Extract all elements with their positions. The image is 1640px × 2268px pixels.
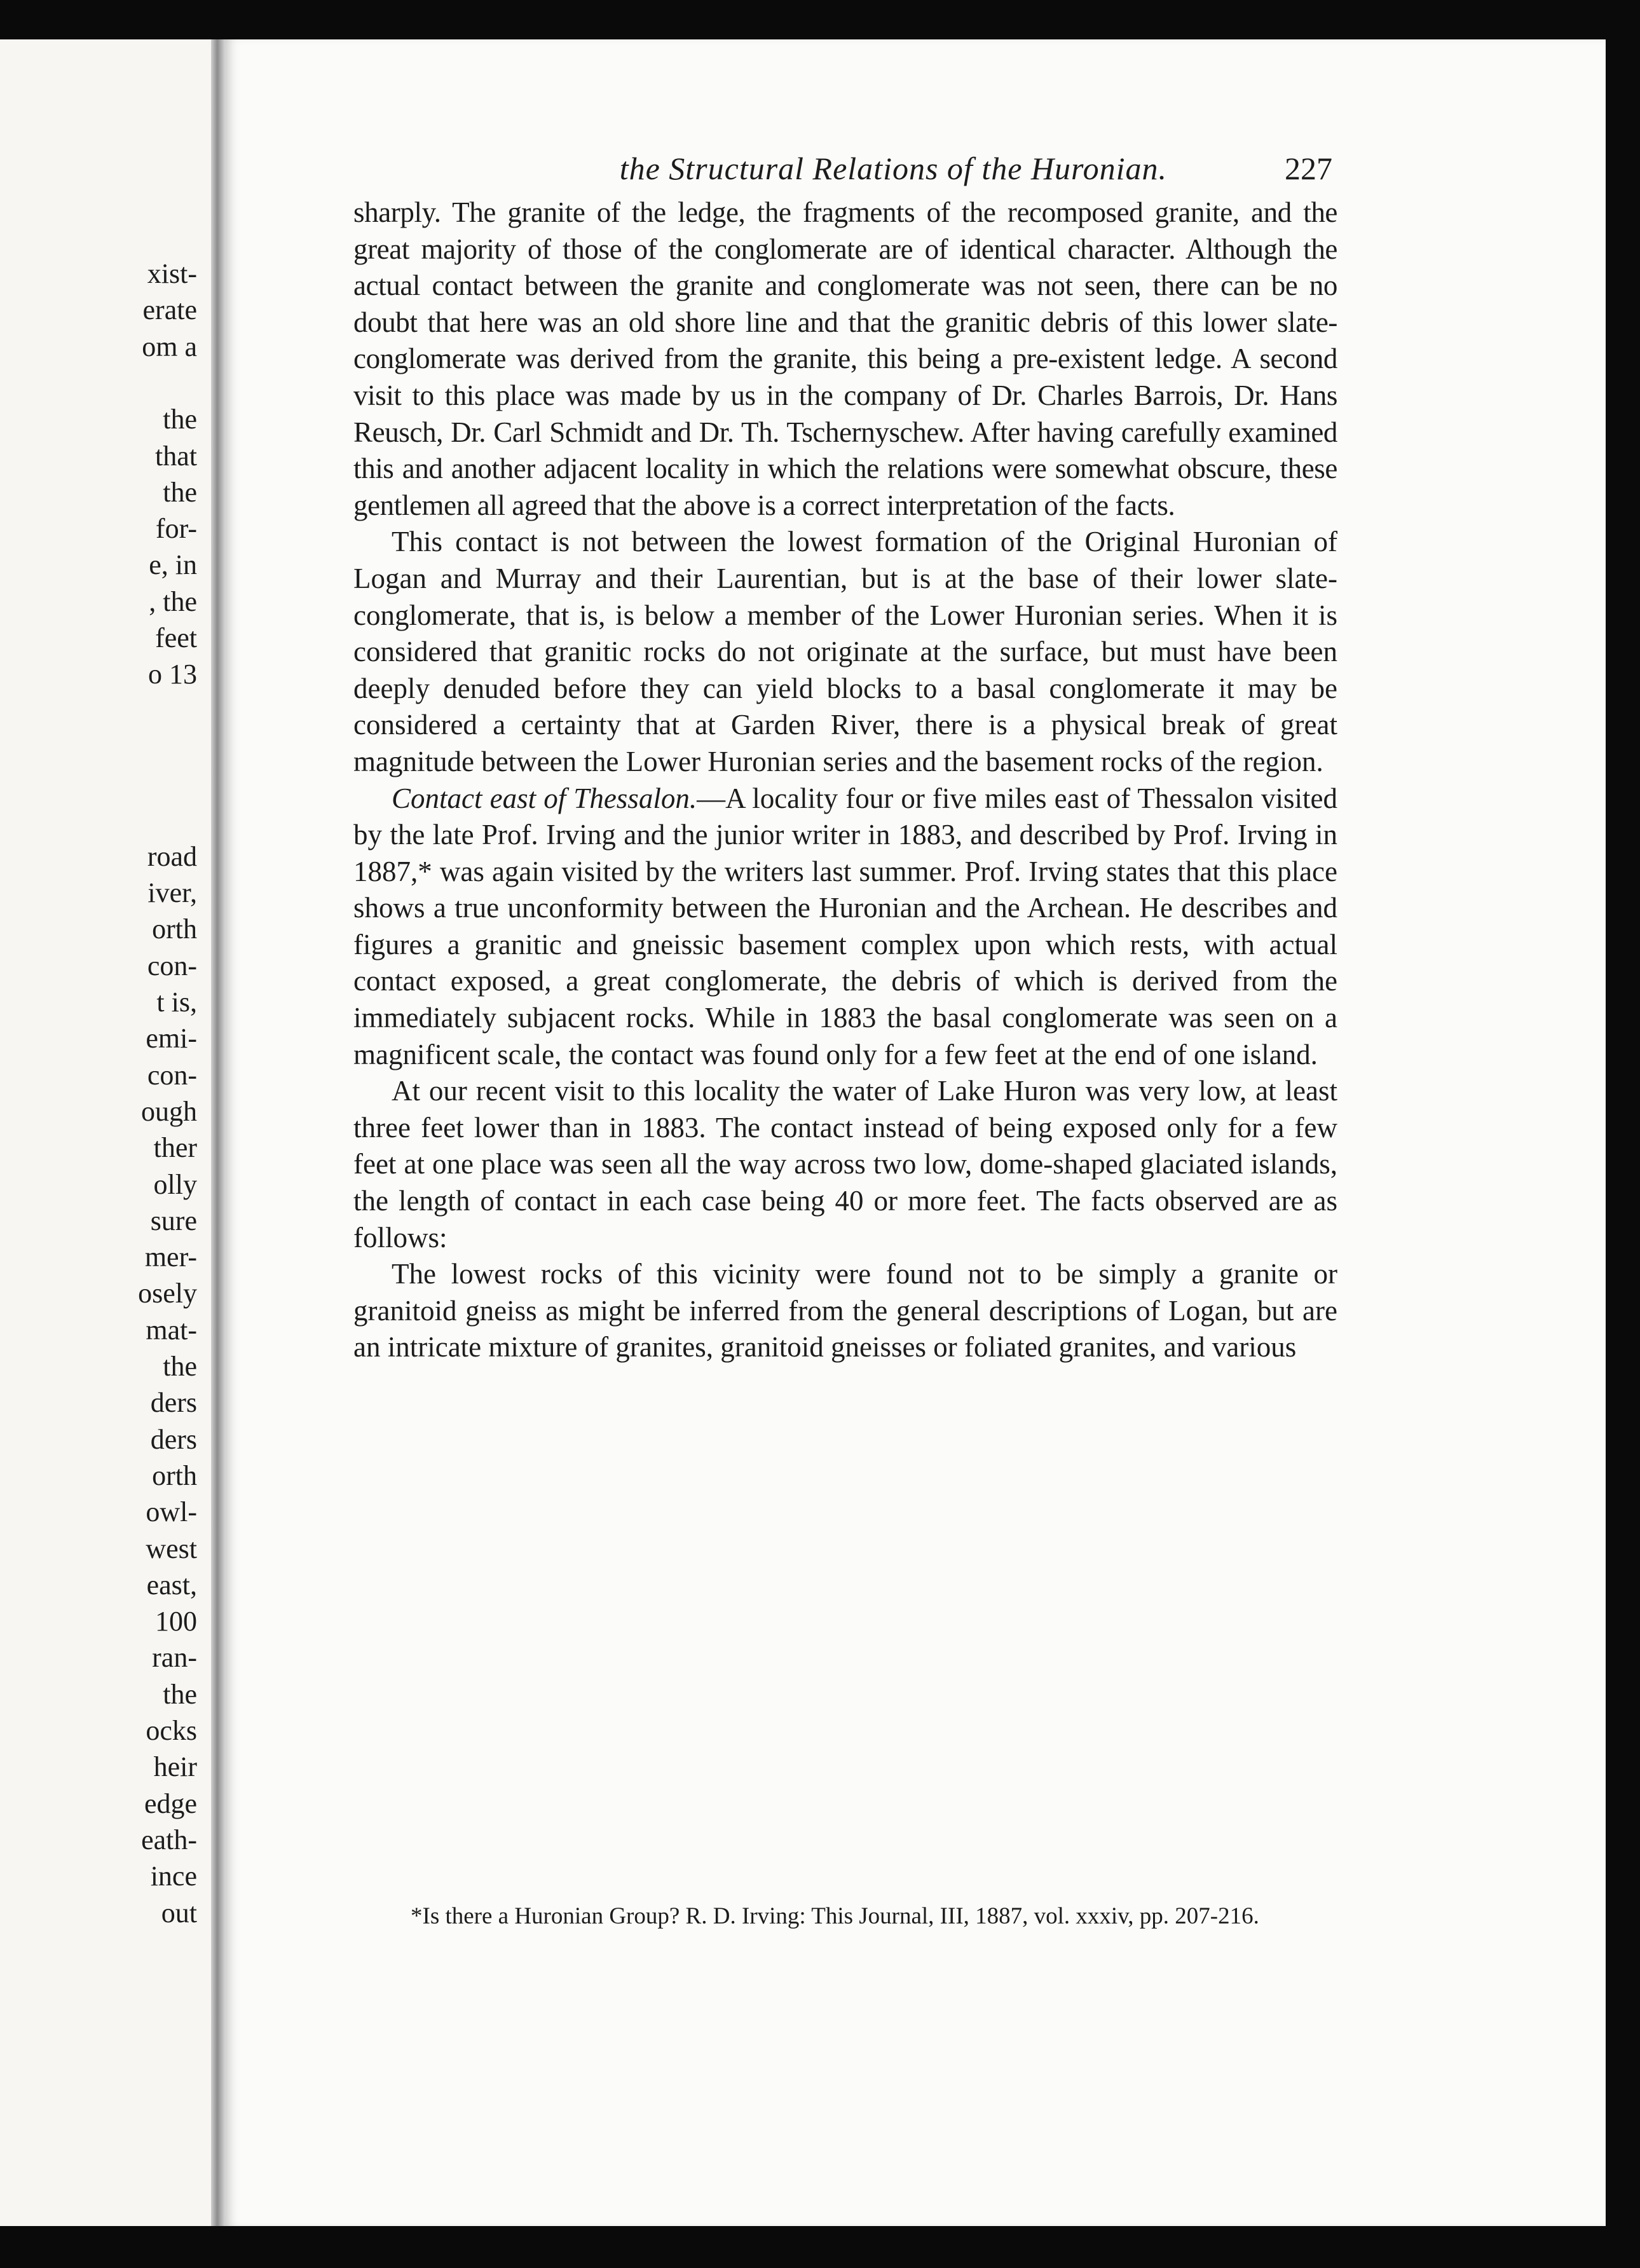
facing-page-fragment: iver, <box>147 877 197 909</box>
facing-page-fragment: 100 <box>155 1606 197 1637</box>
facing-page-fragment: out <box>161 1897 197 1929</box>
facing-page-fragment: mer- <box>144 1241 197 1273</box>
facing-page-fragment: ders <box>150 1423 197 1455</box>
facing-page-fragment: , the <box>149 585 197 617</box>
facing-page-fragment: t is, <box>156 987 197 1018</box>
facing-page-fragment: erate <box>142 294 197 326</box>
body-text <box>353 195 1337 1366</box>
facing-page-fragment: ders <box>150 1387 197 1419</box>
facing-page-fragment: emi- <box>146 1023 197 1055</box>
running-title: the Structural Relations of the Huronian. <box>619 151 1167 186</box>
facing-page-fragment: olly <box>153 1168 197 1200</box>
facing-page-fragment: con- <box>147 1059 197 1091</box>
facing-page-fragment: west <box>146 1533 197 1564</box>
paragraph-text: —A locality four or five miles east of Thessalon visited by the late Prof. Irving and the junior writer in 1883, and described by Prof. Irving in 1887,* was again visited by the writers last summer. Prof. Irving states that this place shows a true unconformity between the Huronian and the Archean. He describes and figures a granitic and gneissic basement complex upon which rests, with actual contact exposed, a great conglomerate, the debris of which is derived from the immediately subjacent rocks. While in 1883 the basal conglomerate was seen on a magnificent scale, the contact was found only for a few feet at the end of one island. <box>353 782 1337 1070</box>
page-number: 227 <box>1285 151 1332 186</box>
facing-page-fragment: om a <box>142 331 197 362</box>
facing-page-fragment: mat- <box>146 1314 197 1346</box>
book-gutter <box>211 39 225 2226</box>
facing-page-fragment: the <box>163 404 197 435</box>
facing-page-fragment: con- <box>147 950 197 981</box>
facing-page-fragment: orth <box>152 913 197 945</box>
paragraph: The lowest rocks of this vicinity were found not to be simply a granite or granitoid gneiss as might be inferred from the general descriptions of Logan, but are an intricate mixture of granites, granitoid gneisses or foliated granites, and various <box>353 1258 1337 1363</box>
paragraph: This contact is not between the lowest formation of the Original Huronian of Logan and Murray and their Laurentian, but is at the base of their lower slate-conglomerate, that is, is below a member of the Lower Huronian series. When it is considered that granitic rocks do not originate at the surface, but must have been deeply denuded before they can yield blocks to a basal conglomerate it may be considered a certainty that at Garden River, there is a physical break of great magnitude between the Lower Huronian series and the basement rocks of the region. <box>353 526 1337 777</box>
facing-page-fragment: heir <box>153 1751 197 1783</box>
facing-page-fragment: ther <box>153 1132 197 1164</box>
paragraph <box>353 781 1337 1074</box>
facing-page-fragment: road <box>147 840 197 872</box>
facing-page-fragment: sure <box>150 1205 197 1236</box>
running-head <box>264 150 1332 195</box>
facing-page-left <box>0 39 211 2226</box>
paragraph: sharply. The granite of the ledge, the fragments of the recomposed granite, and the great majority of those of the conglomerate are of identical character. Although the actual contact between the granite and conglomerate was not seen, there can be no doubt that here was an old shore line and that the granitic debris of this lower slate-conglomerate was derived from the granite, this being a pre-existent ledge. A second visit to this place was made by us in the company of Dr. Charles Barrois, Dr. Hans Reusch, Dr. Carl Schmidt and Dr. Th. Tschernyschew. After having carefully examined this and another adjacent locality in which the relations were somewhat obscure, these gentlemen all agreed that the above is a correct interpretation of the facts. <box>353 196 1337 521</box>
facing-page-fragment: east, <box>146 1569 197 1601</box>
facing-page-fragment: osely <box>138 1278 197 1309</box>
paragraph: At our recent visit to this locality the water of Lake Huron was very low, at least three feet lower than in 1883. The contact instead of being exposed only for a few feet at one place was seen all the way across two low, dome-shaped glaciated islands, the length of contact in each case being 40 or more feet. The facts observed are as follows: <box>353 1075 1337 1254</box>
facing-page-fragment: owl- <box>146 1496 197 1528</box>
facing-page-fragment: orth <box>152 1459 197 1491</box>
facing-page-fragment: e, in <box>149 549 197 581</box>
facing-page-fragment: that <box>155 440 197 472</box>
facing-page-fragment: ince <box>150 1861 197 1892</box>
facing-page-fragment: xist- <box>147 258 197 289</box>
facing-page-fragment: ough <box>141 1095 197 1127</box>
facing-page-fragment: edge <box>144 1787 197 1819</box>
facing-page-fragment: eath- <box>141 1824 197 1855</box>
facing-page-fragment: ocks <box>146 1715 197 1746</box>
section-heading: Contact east of Thessalon. <box>392 782 697 814</box>
facing-page-fragment: for- <box>155 513 197 545</box>
facing-page-fragment: the <box>163 476 197 508</box>
facing-page-fragment: feet <box>155 622 197 653</box>
footnote: *Is there a Huronian Group? R. D. Irving: This Journal, III, 1887, vol. xxxiv, pp. 207-216. <box>411 1903 1259 1929</box>
facing-page-fragment: the <box>163 1351 197 1382</box>
facing-page-fragment: the <box>163 1678 197 1710</box>
facing-page-fragment: ran- <box>152 1642 197 1674</box>
facing-page-fragment: o 13 <box>148 659 197 690</box>
